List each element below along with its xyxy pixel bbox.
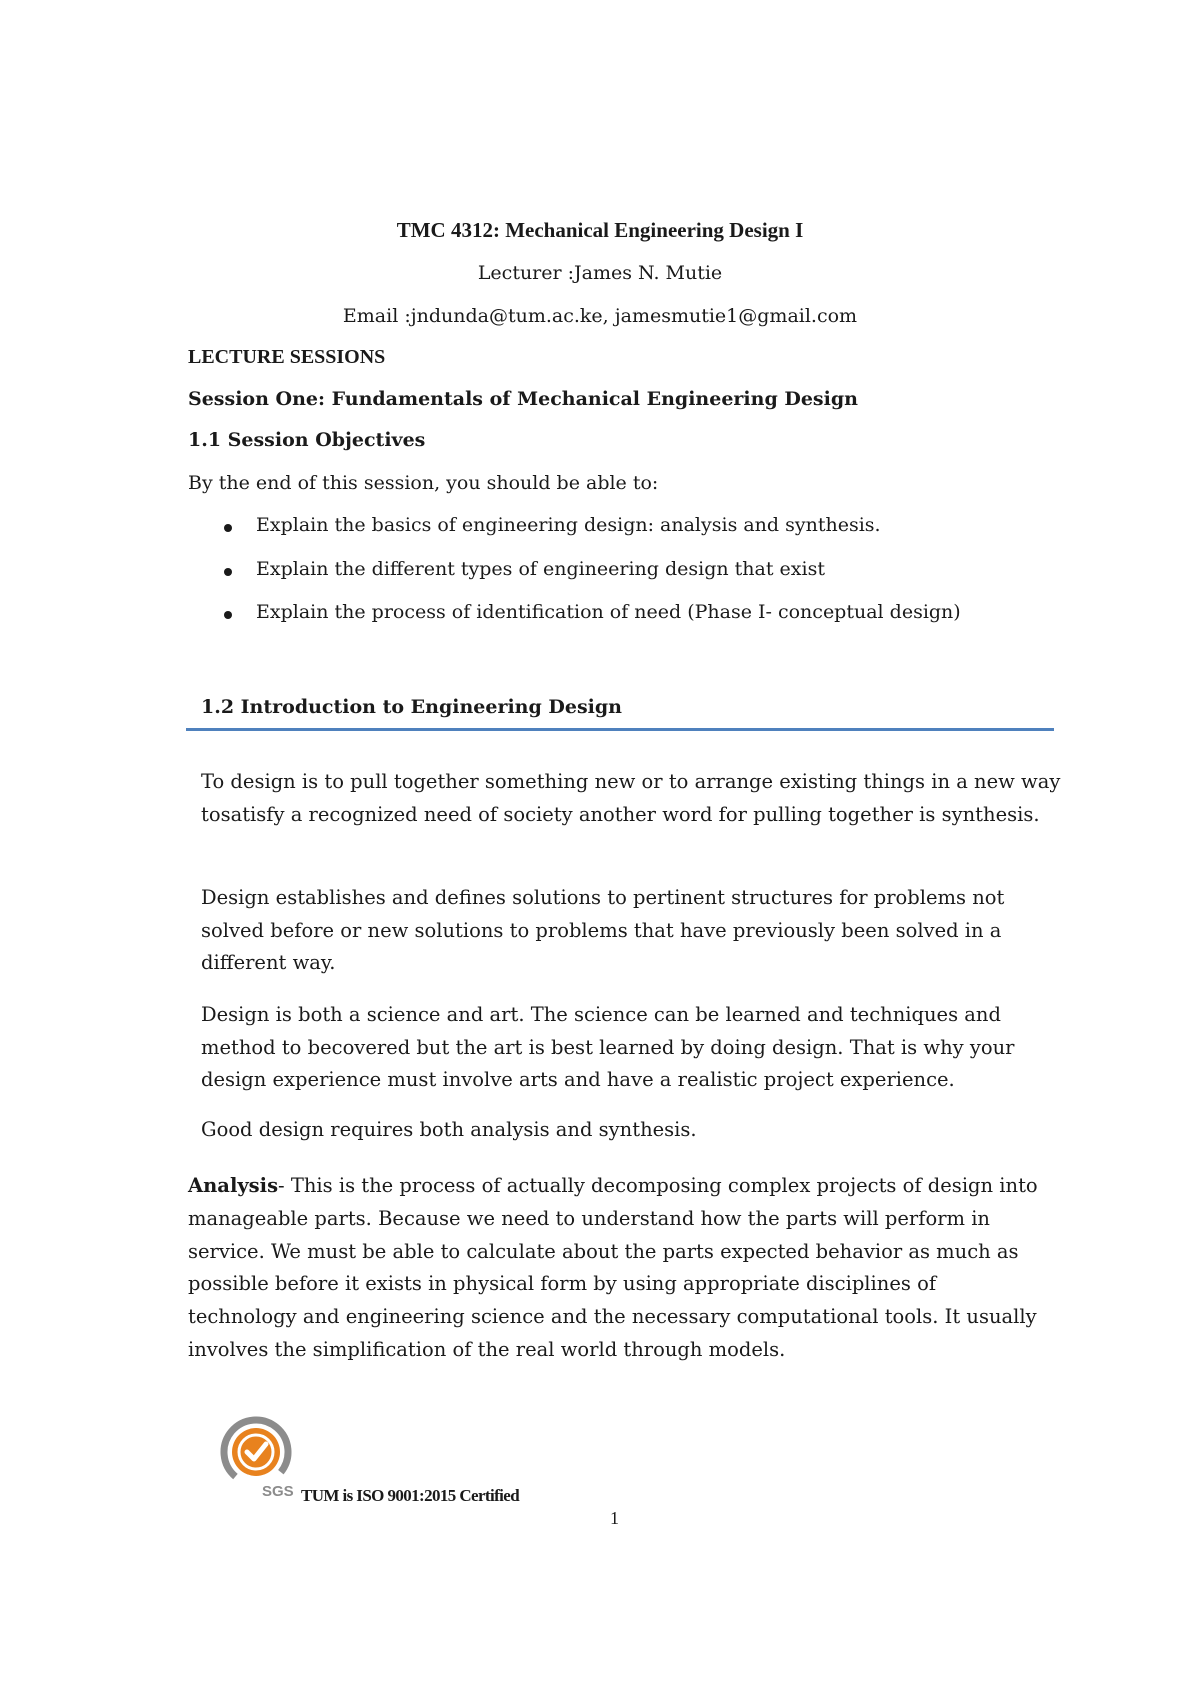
course-title: TMC 4312: Mechanical Engineering Design I	[396, 218, 804, 242]
list-item	[188, 601, 961, 645]
certification-text: TUM is ISO 9001:2015 Certified	[301, 1486, 520, 1505]
list-item	[188, 558, 961, 602]
list-item-text: Explain the different types of engineering design that exist	[256, 557, 825, 580]
bullet-icon	[224, 524, 232, 532]
logo-text: SGS	[262, 1483, 294, 1500]
list-item-text: Explain the basics of engineering design: analysis and synthesis.	[256, 514, 881, 536]
paragraph: Design is both a science and art. The science can be learned and techniques and method to becovered but the art is best learned by doing design. That is why your design experience must involve arts and have a realistic project experience.	[201, 1003, 1015, 1091]
objectives-heading: 1.1 Session Objectives	[188, 429, 426, 451]
sgs-certification-logo-icon	[218, 1416, 300, 1500]
bullet-icon	[224, 611, 232, 619]
bullet-icon	[224, 568, 232, 576]
page-number: 1	[610, 1508, 619, 1528]
list-item	[188, 514, 961, 558]
session-title: Session One: Fundamentals of Mechanical Engineering Design	[188, 388, 858, 410]
paragraph: Good design requires both analysis and synthesis.	[201, 1118, 697, 1141]
section-heading: 1.2 Introduction to Engineering Design	[201, 696, 622, 718]
lecturer-line: Lecturer :James N. Mutie	[477, 262, 723, 284]
analysis-text: - This is the process of actually decomposing complex projects of design into manageable parts. Because we need to understand how the parts will perform in service. We must be able to calculate about the parts expected behavior as much as possible before it exists in physical form by using appropriate disciplines of technology and engineering science and the necessary computational tools. It usually involves the simplification of the real world through models.	[188, 1174, 1038, 1361]
analysis-term: Analysis	[188, 1174, 279, 1197]
paragraph: Design establishes and defines solutions to pertinent structures for problems not solved before or new solutions to problems that have previously been solved in a different way.	[201, 886, 1005, 974]
analysis-paragraph	[188, 1170, 1048, 1367]
section-divider	[186, 728, 1054, 731]
lecture-sessions-heading: LECTURE SESSIONS	[188, 346, 386, 368]
objectives-intro: By the end of this session, you should be able to:	[188, 472, 659, 494]
email-line: Email :jndunda@tum.ac.ke, jamesmutie1@gmail.com	[342, 305, 858, 327]
list-item-text: Explain the process of identification of need (Phase I- conceptual design)	[256, 601, 961, 623]
paragraph: To design is to pull together something new or to arrange existing things in a new way tosatisfy a recognized need of society another word for pulling together is synthesis.	[201, 770, 1061, 826]
objectives-list	[188, 514, 961, 645]
